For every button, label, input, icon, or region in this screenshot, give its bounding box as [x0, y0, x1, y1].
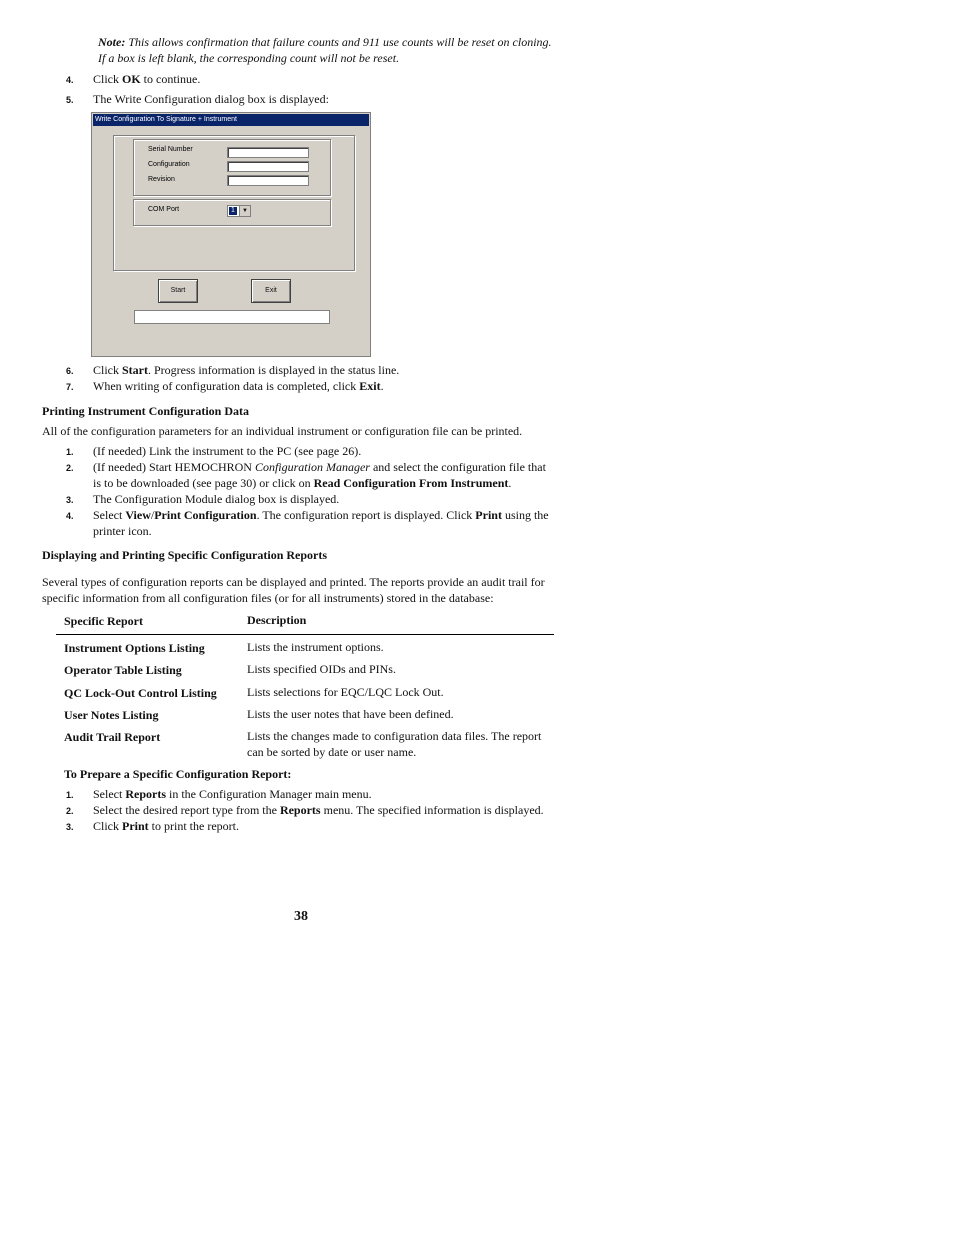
write-configuration-dialog	[91, 112, 371, 357]
report-description-cell: Lists the changes made to configuration data files. The report can be sorted by date or user name.	[247, 729, 542, 759]
section-heading: Printing Instrument Configuration Data	[42, 404, 250, 418]
start-button[interactable]: Start	[158, 279, 198, 303]
step-number: 4.	[66, 511, 74, 521]
revision-label: Revision	[148, 176, 175, 183]
report-name-cell: User Notes Listing	[64, 708, 159, 722]
report-name-cell: Instrument Options Listing	[64, 641, 205, 655]
step-text: (If needed) Start HEMOCHRON Configuration Manager and select the configuration file that is to be downloaded (see page 30) or click on Read Configuration From Instrument.	[93, 460, 546, 490]
step-text: Select View/Print Configuration. The configuration report is displayed. Click Print using the printer icon.	[93, 508, 549, 538]
report-name-cell: QC Lock-Out Control Listing	[64, 686, 217, 700]
step-text: Click Print to print the report.	[93, 819, 239, 833]
report-description-cell: Lists the user notes that have been defined.	[247, 707, 454, 721]
step-number: 1.	[66, 447, 74, 457]
page-number: 38	[294, 909, 308, 924]
column-header: Specific Report	[64, 614, 143, 628]
section-intro: Several types of configuration reports can be displayed and printed. The reports provide an audit trail for specific information from all configuration files (or for all instruments) stored in the database:	[42, 575, 545, 605]
report-description-cell: Lists specified OIDs and PINs.	[247, 662, 396, 676]
step-item	[66, 443, 556, 459]
report-description-cell: Lists the instrument options.	[247, 640, 384, 654]
step-item	[66, 818, 556, 834]
note-label: Note:	[98, 35, 126, 49]
serial-number-field[interactable]	[227, 147, 309, 158]
step-number: 2.	[66, 806, 74, 816]
step-number: 3.	[66, 495, 74, 505]
step-item	[66, 786, 556, 802]
com-port-select[interactable]	[227, 205, 251, 217]
step-number: 1.	[66, 790, 74, 800]
configuration-label: Configuration	[148, 161, 190, 168]
step-number: 2.	[66, 463, 74, 473]
step-item: 5. The Write Configuration dialog box is displayed:	[66, 92, 329, 106]
step-text: Select the desired report type from the Reports menu. The specified information is displayed.	[93, 803, 544, 817]
dialog-title-bar: Write Configuration To Signature + Instrument	[93, 114, 369, 126]
chevron-down-icon[interactable]: ▼	[239, 206, 250, 216]
configuration-field[interactable]	[227, 161, 309, 172]
note-text: This allows confirmation that failure counts and 911 use counts will be reset on cloning. If a box is left blank, the corresponding count will not be reset.	[98, 35, 552, 65]
step-item: 6. Click Start. Progress information is displayed in the status line.	[66, 363, 400, 377]
table-header	[56, 614, 554, 635]
revision-field[interactable]	[227, 175, 309, 186]
section-intro: All of the configuration parameters for an individual instrument or configuration file can be printed.	[42, 424, 523, 438]
report-name-cell: Operator Table Listing	[64, 663, 182, 677]
serial-number-label: Serial Number	[148, 146, 193, 153]
status-line	[134, 310, 330, 324]
step-item: 4. Click OK to continue.	[66, 72, 201, 86]
step-text: (If needed) Link the instrument to the PC (see page 26).	[93, 444, 362, 458]
note	[98, 34, 558, 66]
section-heading: Displaying and Printing Specific Configuration Reports	[42, 548, 328, 562]
report-name-cell: Audit Trail Report	[64, 730, 161, 744]
step-item	[66, 491, 556, 507]
step-number: 3.	[66, 822, 74, 832]
sub-heading: To Prepare a Specific Configuration Report:	[64, 767, 292, 781]
step-item: 7. When writing of configuration data is completed, click Exit.	[66, 379, 384, 393]
step-text: The Configuration Module dialog box is displayed.	[93, 492, 340, 506]
com-port-value: 1	[229, 207, 237, 215]
step-text: Select Reports in the Configuration Manager main menu.	[93, 787, 372, 801]
column-header: Description	[247, 613, 307, 627]
step-item	[66, 459, 556, 491]
reports-table	[56, 613, 554, 759]
report-description-cell: Lists selections for EQC/LQC Lock Out.	[247, 685, 444, 699]
com-port-label: COM Port	[148, 206, 180, 213]
step-item	[66, 507, 556, 539]
exit-button[interactable]: Exit	[251, 279, 291, 303]
step-item	[66, 802, 556, 818]
